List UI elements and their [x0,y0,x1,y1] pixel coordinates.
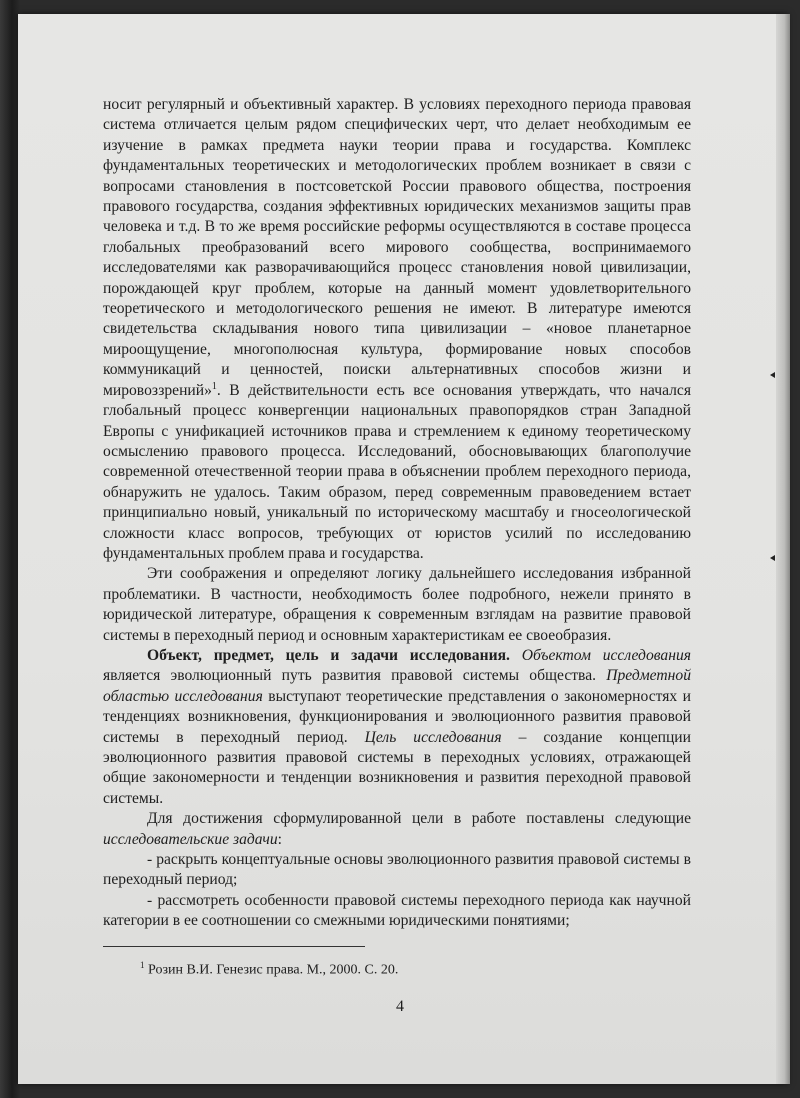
paragraph-4 [103,809,691,850]
object-term: Объектом исследования [521,646,691,664]
body-text [103,95,691,932]
section-heading: Объект, предмет, цель и задачи исследования. [147,646,510,664]
scan-mark [770,555,775,561]
goal-term: Цель исследования [364,728,502,746]
page-number: 4 [396,998,404,1015]
subject-text: выступают теоретические представления о закономерностях и тенденциях возникновения, функционирования и эволюционного развития правовой системы в переходный период. [103,687,691,746]
tasks-colon: : [277,830,282,848]
paragraph-1-continuation: . В действительности есть все основания утверждать, что начался глобальный процесс конвергенции национальных правопорядков стран Западной Европы с унификацией источников права и стремлением к единому теоретическому осмыслению правового процесса. Исследований, обосновывающих благополучие современной отечественной теории права в объяснении проблем переходного периода, обнаружить не удалось. Таким образом, перед современным правоведением встает принципиально новый, уникальный по историческому масштабу и гносеологической сложности класс вопросов, требующих от юристов усилий по исследованию фундаментальных проблем права и государства. [103,381,691,562]
page-edge [776,14,790,1084]
tasks-term: исследовательские задачи [103,830,278,848]
subject-term: Предметной областью исследования [103,667,691,705]
footnote-reference: 1 [211,380,217,392]
footnote-number: 1 [140,960,145,970]
paragraph-3 [103,646,691,809]
task-item-2: - рассмотреть особенности правовой системы переходного периода как научной категории в ее соотношении со смежными юридическими понятиями; [103,891,691,930]
scan-mark [770,372,775,378]
footnote-text: Розин В.И. Генезис права. М., 2000. С. 20. [148,962,399,978]
footnote-divider [103,946,365,947]
object-text: является эволюционный путь развития правовой системы общества. [103,667,597,685]
paragraph-1-text: носит регулярный и объективный характер. В условиях переходного периода правовая система отличается целым рядом специфических черт, что делает необходимым ее изучение в рамках предмета науки теории права и государства. Комплекс фундаментальных теоретических и методологических проблем возникает в связи с вопросами становления в постсоветской России правового общества, построения правового государства, создания эффективных юридических механизмов защиты прав человека и т.д. В то же время российские реформы осуществляются в составе процесса глобальных преобразований всего мирового сообщества, воспринимаемого исследователями как разворачивающийся процесс становления новой цивилизации, порождающей круг проблем, которые на данный момент удовлетворительного теоретического и методологического решения не имеют. В литературе имеются свидетельства складывания нового типа цивилизации – «новое планетарное мироощущение, многополюсная культура, формирование новых способов коммуникаций и ценностей, поиски альтернативных способов жизни и мировоззрений» [103,96,691,399]
paragraph-1 [103,95,691,564]
goal-text: – создание концепции эволюционного развития правовой системы в переходных условиях, отражающей общие закономерности и тенденции возникновения и развития переходной правовой системы. [103,728,692,807]
tasks-intro: Для достижения сформулированной цели в работе поставлены следующие [147,810,691,828]
task-item-1: - раскрыть концептуальные основы эволюционного развития правовой системы в переходный период; [103,851,691,889]
paragraph-2: Эти соображения и определяют логику дальнейшего исследования избранной проблематики. В частности, необходимость более подробного, нежели принято в юридической литературе, обращения к современным взглядам на развитие правовой системы в переходный период и основным характеристикам ее своеобразия. [103,565,691,644]
footnote [140,960,398,979]
